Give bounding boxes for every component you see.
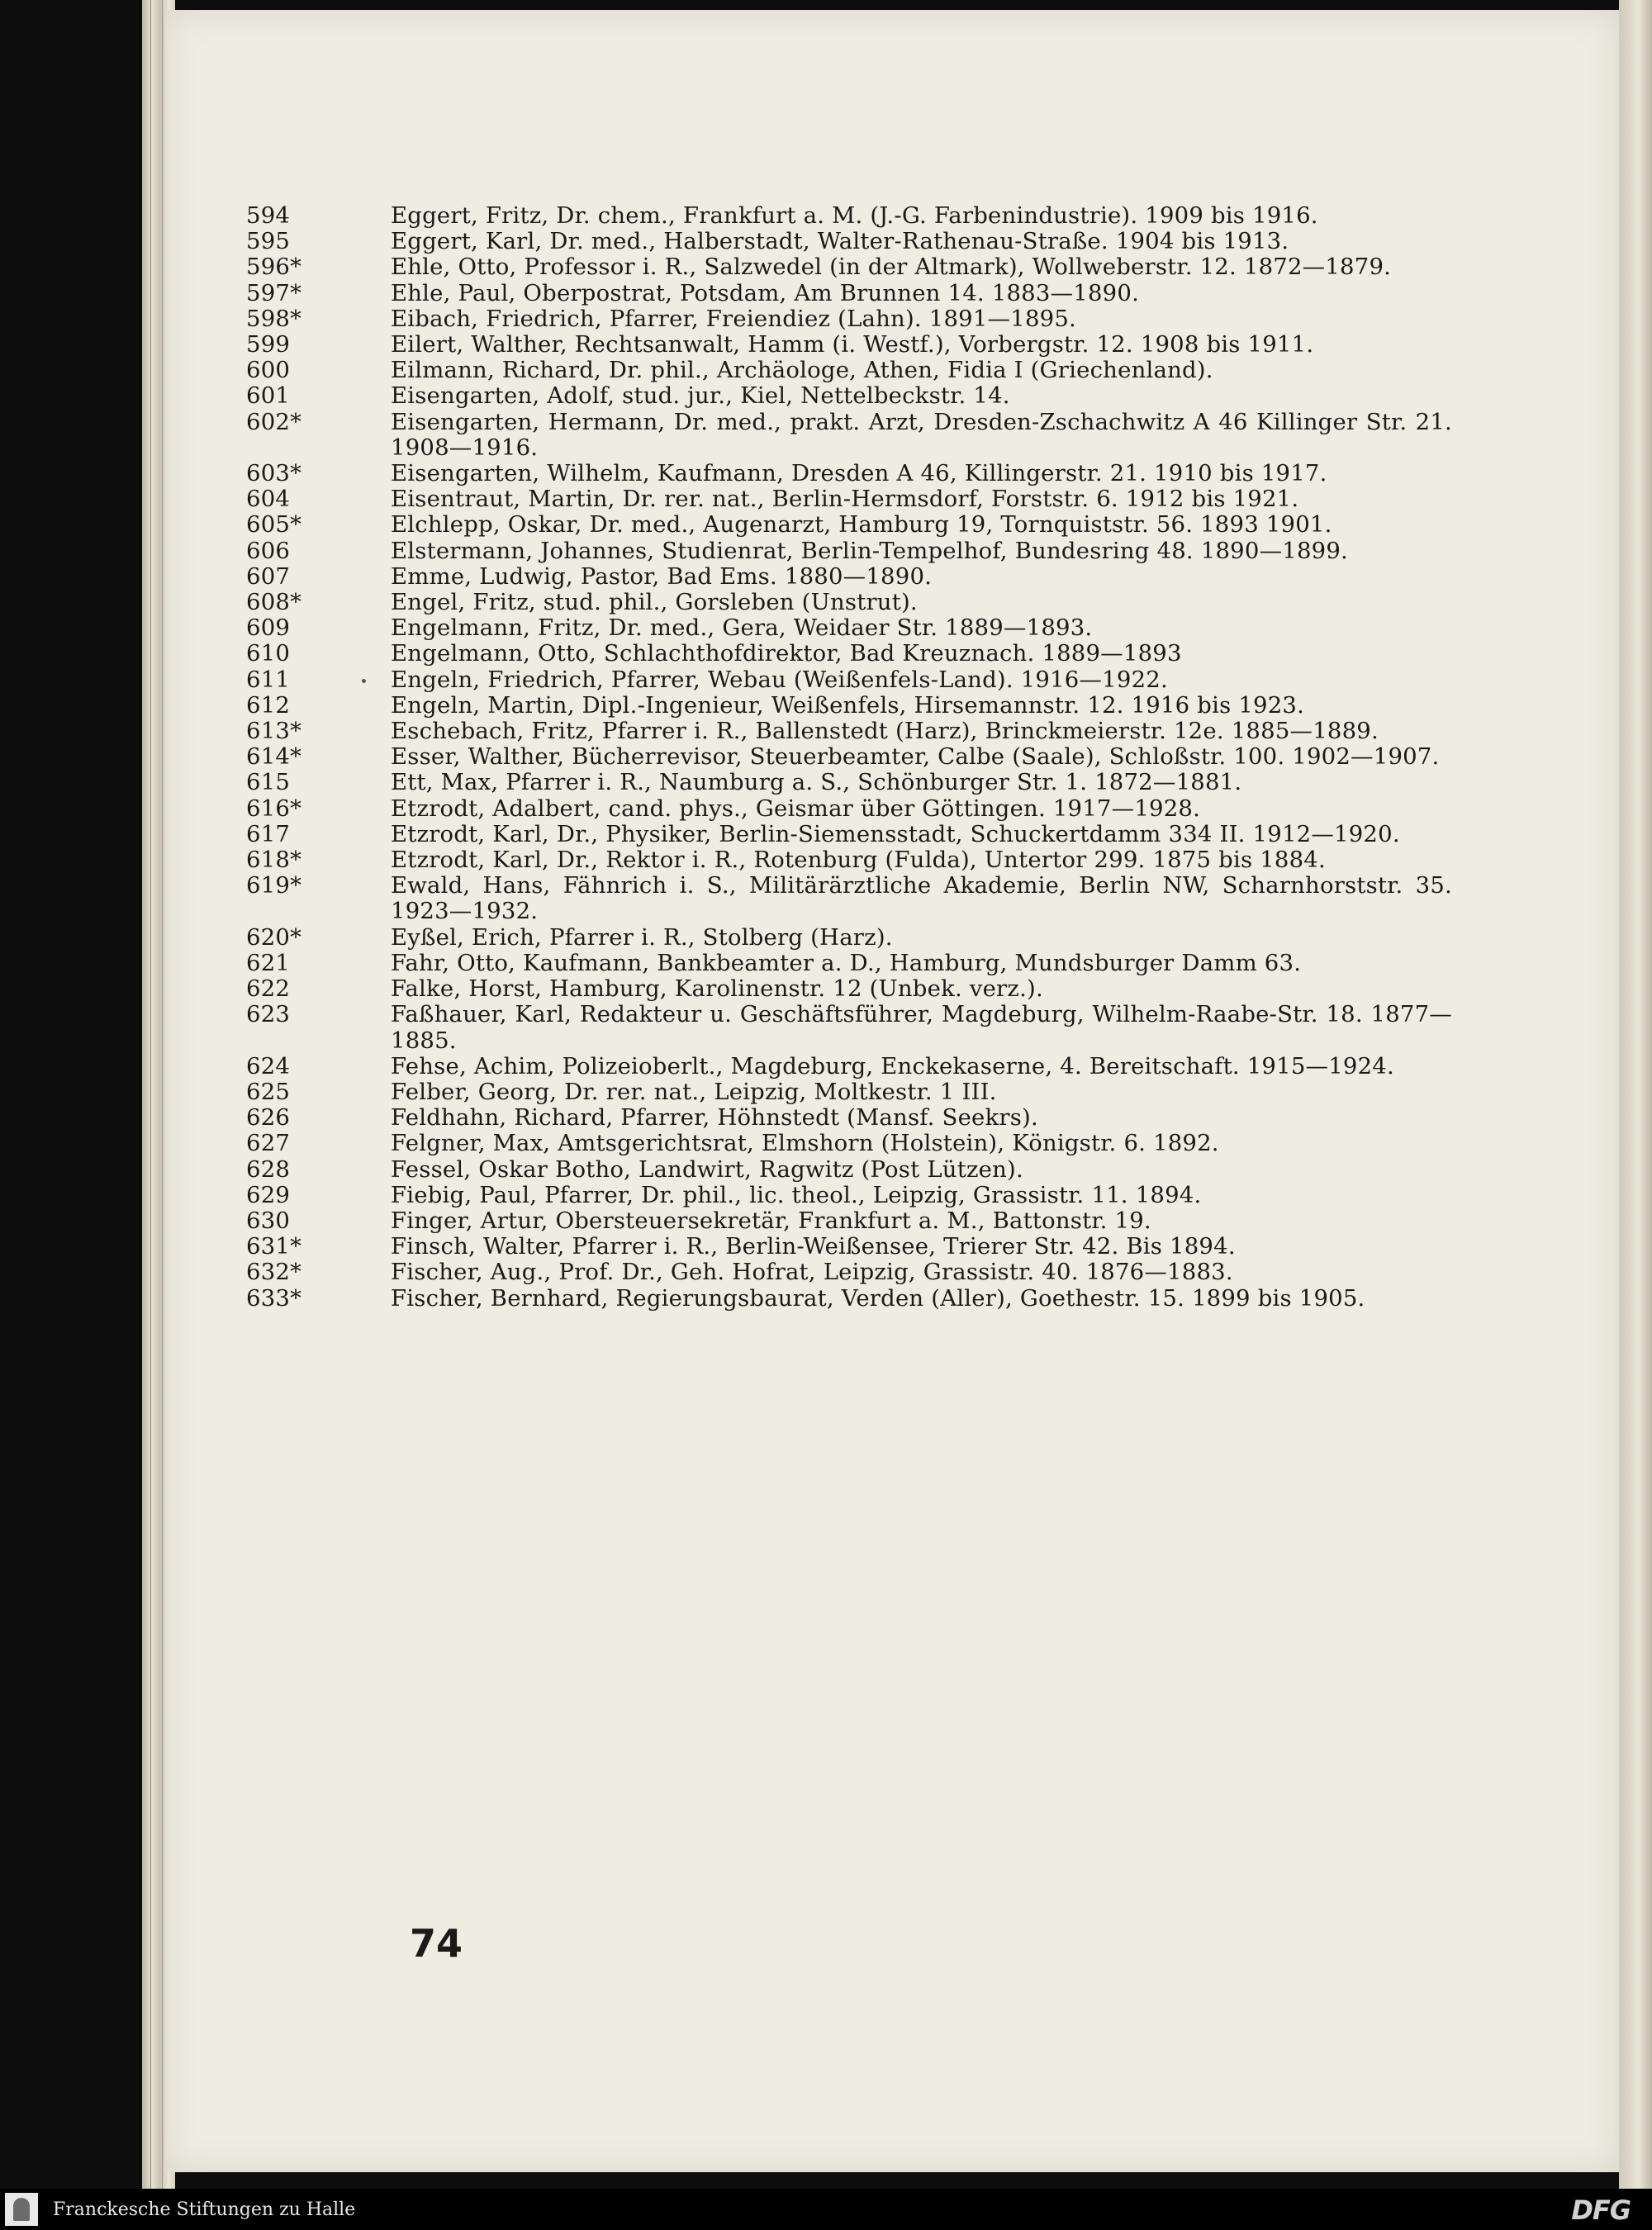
facing-page-edge [1619, 0, 1652, 2189]
entry-number: 604 [246, 486, 291, 513]
entry-number: 596* [246, 254, 302, 281]
entry-number: 598* [246, 305, 302, 332]
list-item [246, 796, 1452, 822]
entry-text: Fessel, Oskar Botho, Landwirt, Ragwitz (Post Lützen). [391, 1155, 1023, 1183]
entry-number: 613* [246, 718, 302, 745]
list-item [246, 410, 1452, 461]
entry-number: 631* [246, 1233, 302, 1260]
list-item [246, 770, 1452, 795]
list-item [246, 461, 1452, 486]
entry-text: Fischer, Aug., Prof. Dr., Geh. Hofrat, Leipzig, Grassistr. 40. 1876—1883. [391, 1259, 1233, 1286]
entry-text: Fahr, Otto, Kaufmann, Bankbeamter a. D., Hamburg, Mundsburger Damm 63. [391, 949, 1302, 976]
entry-number: 602* [246, 408, 302, 435]
dfg-logo: DFG [1571, 2194, 1631, 2226]
list-item [246, 615, 1452, 641]
entry-number: 595 [246, 228, 291, 255]
entry-text: Engeln, Friedrich, Pfarrer, Webau (Weißenfels-Land). 1916—1922. [391, 666, 1168, 693]
list-item [246, 951, 1452, 976]
entry-text: Falke, Horst, Hamburg, Karolinenstr. 12 (Unbek. verz.). [391, 975, 1043, 1003]
list-item [246, 641, 1452, 667]
list-item [246, 332, 1452, 358]
entry-number: 609 [246, 614, 291, 642]
entry-number: 627 [246, 1130, 291, 1157]
list-item [246, 1105, 1452, 1131]
entry-text: Elstermann, Johannes, Studienrat, Berlin-Tempelhof, Bundesring 48. 1890—1899. [391, 537, 1348, 564]
entry-text: Ett, Max, Pfarrer i. R., Naumburg a. S., Schönburger Str. 1. 1872—1881. [391, 769, 1242, 796]
entry-number: 600 [246, 357, 291, 384]
entry-number: 608* [246, 589, 302, 616]
list-item [246, 925, 1452, 951]
entry-text: Engelmann, Fritz, Dr. med., Gera, Weidaer Str. 1889—1893. [391, 614, 1093, 642]
entry-number: 607 [246, 562, 291, 590]
entry-number: 625 [246, 1078, 291, 1105]
entry-text: Engelmann, Otto, Schlachthofdirektor, Bad Kreuznach. 1889—1893 [391, 640, 1182, 667]
footer-bar [0, 2189, 1652, 2230]
entry-text: Fehse, Achim, Polizeioberlt., Magdeburg, Enckekaserne, 4. Bereitschaft. 1915—1924. [391, 1052, 1394, 1079]
entry-number: 597* [246, 279, 302, 306]
list-item [246, 1131, 1452, 1156]
entry-text: Eisengarten, Adolf, stud. jur., Kiel, Nettelbeckstr. 14. [391, 382, 1010, 410]
entry-number: 624 [246, 1052, 291, 1079]
entry-text: Fischer, Bernhard, Regierungsbaurat, Verden (Aller), Goethestr. 15. 1899 bis 1905. [391, 1284, 1365, 1312]
entry-text: Eilmann, Richard, Dr. phil., Archäologe, Athen, Fidia I (Griechenland). [391, 357, 1213, 384]
list-item [246, 306, 1452, 332]
list-item [246, 383, 1452, 409]
entry-number: 620* [246, 923, 302, 951]
entry-number: 633* [246, 1284, 302, 1312]
entry-list [246, 203, 1452, 1312]
entry-number: 621 [246, 949, 291, 976]
entry-text: Elchlepp, Oskar, Dr. med., Augenarzt, Hamburg 19, Tornquiststr. 56. 1893 1901. [391, 511, 1332, 539]
entry-number: 605* [246, 511, 302, 539]
entry-text: Feldhahn, Richard, Pfarrer, Höhnstedt (Mansf. Seekrs). [391, 1104, 1038, 1132]
entry-text: Eisentraut, Martin, Dr. rer. nat., Berlin-Hermsdorf, Forststr. 6. 1912 bis 1921. [391, 486, 1299, 513]
list-item [246, 1286, 1452, 1312]
list-item [246, 822, 1452, 847]
entry-text: Etzrodt, Karl, Dr., Rektor i. R., Rotenburg (Fulda), Untertor 299. 1875 bis 1884. [391, 847, 1326, 874]
list-item [246, 1234, 1452, 1260]
list-item [246, 976, 1452, 1002]
entry-text: Finsch, Walter, Pfarrer i. R., Berlin-Weißensee, Trierer Str. 42. Bis 1894. [391, 1233, 1236, 1260]
list-item [246, 1002, 1452, 1053]
entry-number: 610 [246, 640, 291, 667]
list-item [246, 564, 1452, 590]
entry-number: 615 [246, 769, 291, 796]
entry-number: 629 [246, 1181, 291, 1208]
list-item [246, 281, 1452, 306]
entry-number: 599 [246, 331, 291, 358]
list-item [246, 693, 1452, 719]
entry-number: 628 [246, 1155, 291, 1183]
entry-text: Eisengarten, Hermann, Dr. med., prakt. Arzt, Dresden-Zschachwitz A 46 Killinger Str. 21. 1908—1916. [391, 408, 1452, 461]
list-item [246, 1079, 1452, 1105]
list-item [246, 358, 1452, 383]
list-item [246, 203, 1452, 229]
entry-text: Eyßel, Erich, Pfarrer i. R., Stolberg (Harz). [391, 923, 893, 951]
list-item [246, 254, 1452, 280]
entry-number: 623 [246, 1001, 291, 1028]
list-item [246, 873, 1452, 924]
list-item [246, 590, 1452, 615]
entry-number: 614* [246, 743, 302, 771]
list-item [246, 744, 1452, 770]
list-item [246, 512, 1452, 538]
list-item [246, 539, 1452, 564]
entry-text: Engeln, Martin, Dipl.-Ingenieur, Weißenfels, Hirsemannstr. 12. 1916 bis 1923. [391, 691, 1305, 719]
list-item [246, 1208, 1452, 1234]
entry-number: 601 [246, 382, 291, 410]
entry-text: Fiebig, Paul, Pfarrer, Dr. phil., lic. theol., Leipzig, Grassistr. 11. 1894. [391, 1181, 1202, 1208]
entry-number: 603* [246, 460, 302, 487]
list-item [246, 847, 1452, 873]
entry-text: Felber, Georg, Dr. rer. nat., Leipzig, Moltkestr. 1 III. [391, 1078, 997, 1105]
entry-text: Ehle, Otto, Professor i. R., Salzwedel (in der Altmark), Wollweberstr. 12. 1872—1879. [391, 254, 1392, 281]
entry-text: Eilert, Walther, Rechtsanwalt, Hamm (i. Westf.), Vorbergstr. 12. 1908 bis 1911. [391, 331, 1314, 358]
entry-text: Engel, Fritz, stud. phil., Gorsleben (Unstrut). [391, 589, 918, 616]
entry-text: Ehle, Paul, Oberpostrat, Potsdam, Am Brunnen 14. 1883—1890. [391, 279, 1140, 306]
entry-text: Ewald, Hans, Fähnrich i. S., Militärärztliche Akademie, Berlin NW, Scharnhorststr. 35. 1923—1932. [391, 872, 1452, 925]
entry-text: Eschebach, Fritz, Pfarrer i. R., Ballenstedt (Harz), Brinckmeierstr. 12e. 1885—1889. [391, 718, 1379, 745]
entry-number: 594 [246, 202, 291, 229]
entry-text: Felgner, Max, Amtsgerichtsrat, Elmshorn (Holstein), Königstr. 6. 1892. [391, 1130, 1219, 1157]
entry-text: Emme, Ludwig, Pastor, Bad Ems. 1880—1890. [391, 562, 933, 590]
entry-number: 626 [246, 1104, 291, 1132]
entry-text: Etzrodt, Adalbert, cand. phys., Geismar über Göttingen. 1917—1928. [391, 795, 1201, 822]
list-item [246, 719, 1452, 744]
entry-text: Faßhauer, Karl, Redakteur u. Geschäftsführer, Magdeburg, Wilhelm-Raabe-Str. 18. 1877—1885. [391, 1001, 1452, 1054]
list-item [246, 1260, 1452, 1285]
entry-text: Eibach, Friedrich, Pfarrer, Freiendiez (Lahn). 1891—1895. [391, 305, 1076, 332]
entry-number: 618* [246, 847, 302, 874]
entry-text: Eggert, Fritz, Dr. chem., Frankfurt a. M. (J.-G. Farbenindustrie). 1909 bis 1916. [391, 202, 1318, 229]
entry-number: 606 [246, 537, 291, 564]
list-item [246, 1157, 1452, 1183]
entry-text: Esser, Walther, Bücherrevisor, Steuerbeamter, Calbe (Saale), Schloßstr. 100. 1902—1907. [391, 743, 1440, 771]
entry-text: Finger, Artur, Obersteuersekretär, Frankfurt a. M., Battonstr. 19. [391, 1207, 1151, 1234]
footer-institution: Franckesche Stiftungen zu Halle [53, 2199, 356, 2220]
entry-number: 619* [246, 872, 302, 899]
entry-text: Etzrodt, Karl, Dr., Physiker, Berlin-Siemensstadt, Schuckertdamm 334 II. 1912—1920. [391, 820, 1400, 847]
list-item [246, 486, 1452, 512]
entry-number: 617 [246, 820, 291, 847]
entry-text: Eisengarten, Wilhelm, Kaufmann, Dresden A 46, Killingerstr. 21. 1910 bis 1917. [391, 460, 1327, 487]
entry-text: Eggert, Karl, Dr. med., Halberstadt, Walter-Rathenau-Straße. 1904 bis 1913. [391, 228, 1289, 255]
list-item [246, 229, 1452, 254]
list-item [246, 1183, 1452, 1208]
entry-number: 612 [246, 691, 291, 719]
entry-number: 622 [246, 975, 291, 1003]
page-number: 74 [410, 1921, 463, 1966]
entry-number: 616* [246, 795, 302, 822]
entry-number: 632* [246, 1259, 302, 1286]
list-item [246, 667, 1452, 693]
entry-number: 630 [246, 1207, 291, 1234]
entry-number: 611 [246, 666, 291, 693]
list-item [246, 1054, 1452, 1079]
institution-crest-icon [5, 2193, 38, 2226]
